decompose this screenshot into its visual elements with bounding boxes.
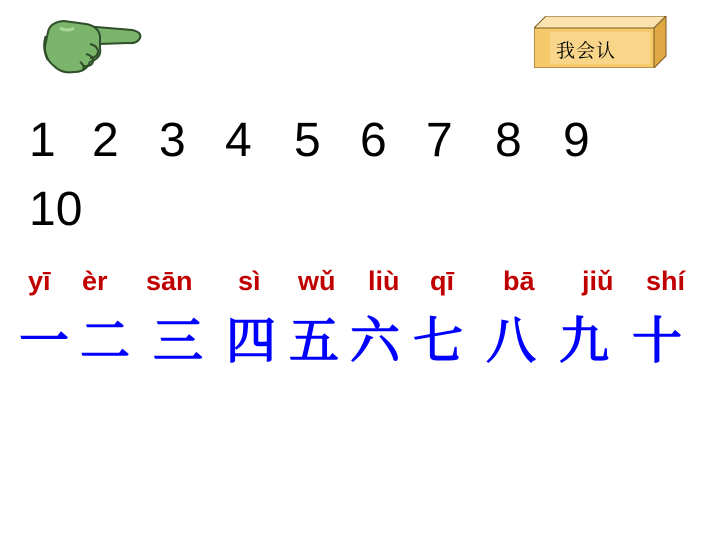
number-1: 1: [29, 114, 56, 167]
number-7: 7: [426, 114, 453, 167]
number-5: 5: [294, 114, 321, 167]
hanzi-7: 七: [413, 312, 463, 370]
pinyin-1: yī: [28, 266, 51, 296]
pinyin-2: èr: [82, 266, 108, 296]
number-10: 10: [29, 183, 83, 236]
pinyin-10: shí: [646, 266, 686, 296]
pinyin-6: liù: [368, 266, 400, 296]
number-2: 2: [92, 114, 119, 167]
pinyin-8: bā: [503, 266, 535, 296]
hanzi-6: 六: [350, 312, 400, 370]
hanzi-3: 三: [153, 312, 203, 370]
pinyin-9: jiǔ: [582, 266, 614, 296]
number-6: 6: [360, 114, 387, 167]
number-3: 3: [159, 114, 186, 167]
hanzi-2: 二: [80, 312, 130, 370]
hanzi-5: 五: [289, 312, 339, 370]
number-9: 9: [563, 114, 590, 167]
pinyin-5: wǔ: [298, 266, 336, 296]
hanzi-9: 九: [559, 312, 609, 370]
hanzi-4: 四: [226, 312, 276, 370]
badge-label: 我会认: [556, 40, 617, 62]
pointing-hand-icon: [40, 14, 146, 76]
hanzi-1: 一: [19, 312, 69, 370]
number-4: 4: [225, 114, 252, 167]
pinyin-7: qī: [430, 266, 454, 296]
number-8: 8: [495, 114, 522, 167]
badge-button[interactable]: [534, 16, 678, 68]
pinyin-3: sān: [146, 266, 193, 296]
pinyin-4: sì: [238, 266, 261, 296]
hanzi-10: 十: [632, 312, 682, 370]
hanzi-8: 八: [486, 312, 536, 370]
